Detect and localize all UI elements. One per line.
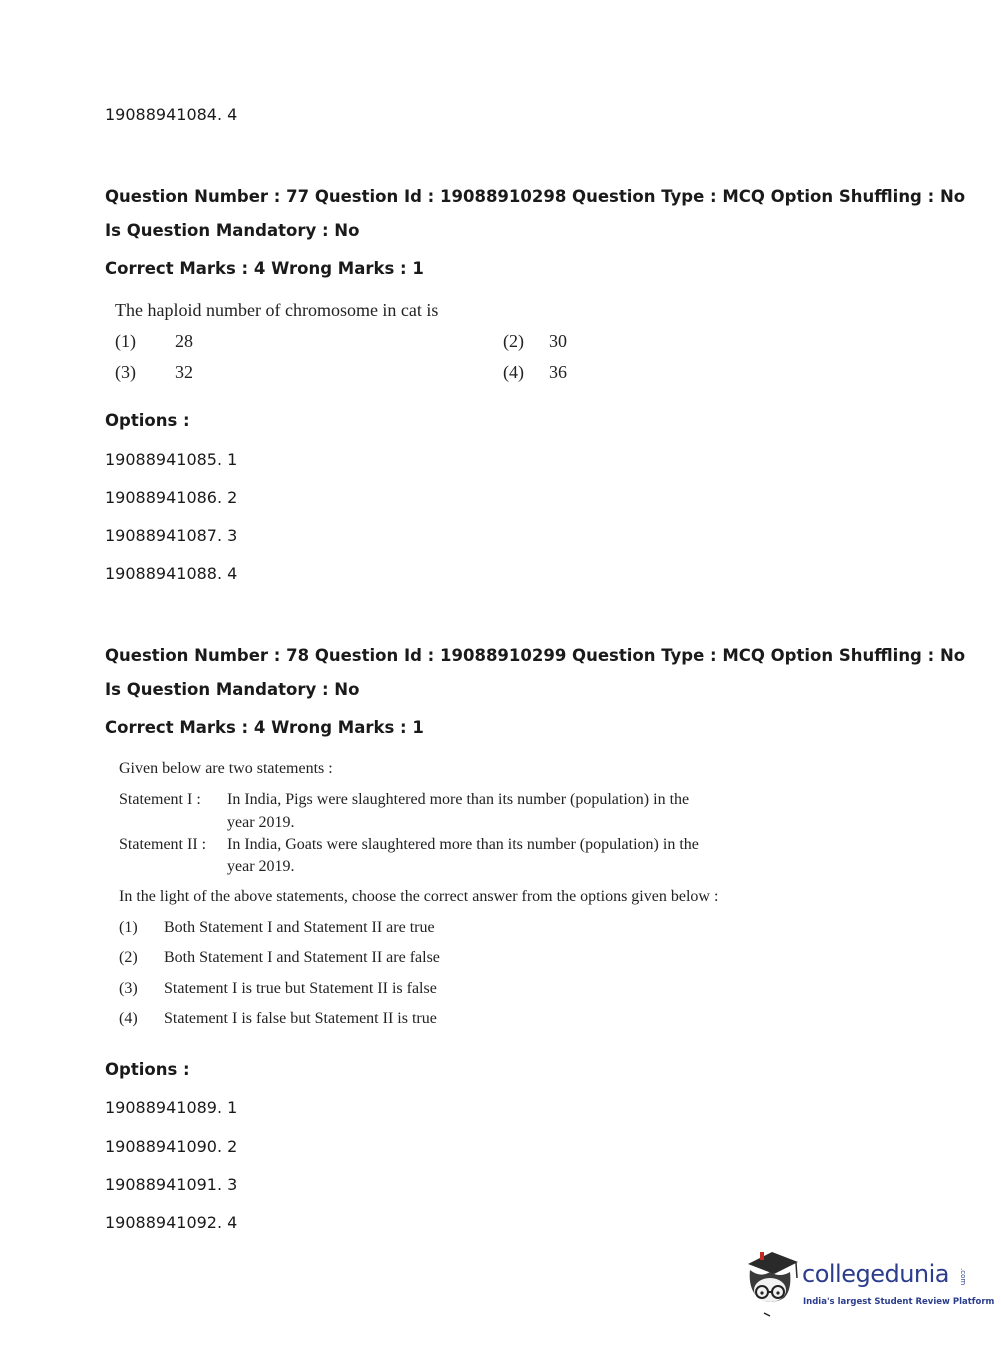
q78-option-4: 19088941092. 4: [105, 1213, 238, 1232]
q78-statement1-label: Statement I :: [119, 791, 201, 808]
mascot-icon: [740, 1248, 802, 1318]
q78-choice-3-text: Statement I is true but Statement II is false: [164, 980, 437, 997]
q78-header: Question Number : 78 Question Id : 19088910299 Question Type : MCQ Option Shuffling : No: [105, 646, 966, 665]
q78-option-1: 19088941089. 1: [105, 1098, 238, 1117]
q78-choice-2-num: (2): [119, 949, 138, 966]
q77-question-text: The haploid number of chromosome in cat is: [115, 300, 439, 320]
q78-statement2-line1: In India, Goats were slaughtered more than its number (population) in the: [227, 836, 699, 853]
q77-choice-3-num: (3): [115, 362, 136, 382]
q78-statement1-line2: year 2019.: [227, 814, 295, 831]
q78-statement2-line2: year 2019.: [227, 858, 295, 875]
q78-mandatory: Is Question Mandatory : No: [105, 680, 360, 699]
logo-dotcom: .com: [959, 1268, 967, 1286]
q77-option-1: 19088941085. 1: [105, 450, 238, 469]
q78-marks: Correct Marks : 4 Wrong Marks : 1: [105, 718, 424, 737]
q77-choice-1-num: (1): [115, 331, 136, 351]
q78-choice-3-num: (3): [119, 980, 138, 997]
q78-statement1-line1: In India, Pigs were slaughtered more than its number (population) in the: [227, 791, 690, 808]
q78-statement2-label: Statement II :: [119, 836, 207, 853]
q77-choice-2-num: (2): [503, 331, 524, 351]
collegedunia-logo: [740, 1248, 995, 1318]
prev-option-4: 19088941084. 4: [105, 105, 238, 124]
q77-option-2: 19088941086. 2: [105, 488, 238, 507]
q78-choice-1-text: Both Statement I and Statement II are true: [164, 919, 435, 936]
q78-question-image: [119, 760, 719, 1035]
q77-options-label: Options :: [105, 411, 190, 430]
q77-header: Question Number : 77 Question Id : 19088910298 Question Type : MCQ Option Shuffling : No: [105, 187, 966, 206]
q77-choice-4-num: (4): [503, 362, 524, 382]
q77-choice-1-text: 28: [175, 331, 193, 351]
q78-option-2: 19088941090. 2: [105, 1137, 238, 1156]
q78-choice-2-text: Both Statement I and Statement II are false: [164, 949, 440, 966]
q77-choice-2-text: 30: [549, 331, 567, 351]
logo-brand-text: collegedunia: [802, 1260, 950, 1288]
q78-options-label: Options :: [105, 1060, 190, 1079]
q77-choice-3-text: 32: [175, 362, 193, 382]
q77-marks: Correct Marks : 4 Wrong Marks : 1: [105, 259, 424, 278]
q78-option-3: 19088941091. 3: [105, 1175, 238, 1194]
q77-option-3: 19088941087. 3: [105, 526, 238, 545]
q77-mandatory: Is Question Mandatory : No: [105, 221, 360, 240]
q78-choice-4-text: Statement I is false but Statement II is true: [164, 1010, 437, 1027]
q78-instruction: In the light of the above statements, choose the correct answer from the options given below :: [119, 888, 719, 905]
q78-choice-1-num: (1): [119, 919, 138, 936]
q78-choice-4-num: (4): [119, 1010, 138, 1027]
logo-tagline: India's largest Student Review Platform: [803, 1297, 995, 1307]
q77-option-4: 19088941088. 4: [105, 564, 238, 583]
q77-choice-4-text: 36: [549, 362, 567, 382]
q77-question-image: [115, 300, 595, 395]
q78-intro: Given below are two statements :: [119, 760, 333, 777]
